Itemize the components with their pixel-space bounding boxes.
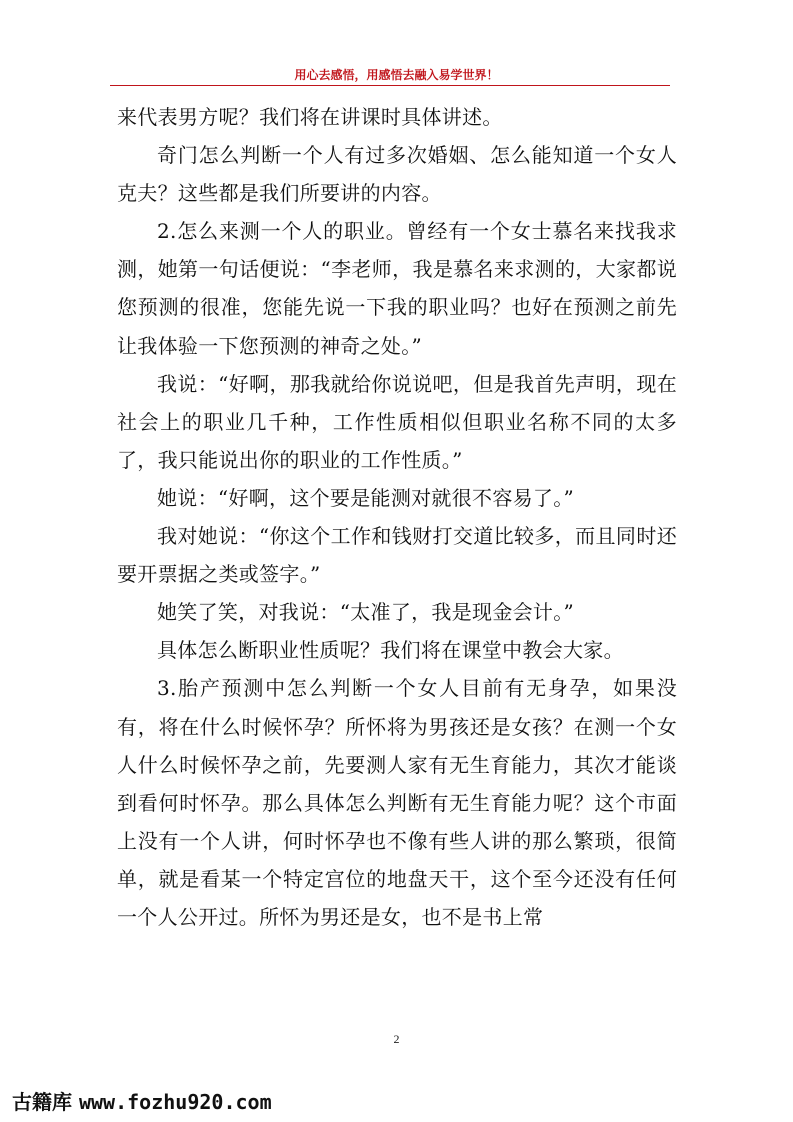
paragraph: 她说：“好啊，这个要是能测对就很不容易了。” xyxy=(157,485,575,510)
paragraph: 我对她说：“你这个工作和钱财打交道比较多，而且同时还要开票据之类或签字。” xyxy=(117,524,677,587)
paragraph: 她笑了笑，对我说：“太准了，我是现金会计。” xyxy=(157,600,575,625)
footer-watermark xyxy=(12,1086,272,1115)
paragraph: 3.胎产预测中怎么判断一个女人目前有无身孕，如果没有，将在什么时候怀孕？所怀将为男孩还是女孩？在测一个女人什么时候怀孕之前，先要测人家有无生育能力，其次才能谈到看何时怀孕。那么具体怎么判断有无生育能力呢？这个市面上没有一个人讲，何时怀孕也不像有些人讲的那么繁琐，很简单，就是看某一个特定宫位的地盘天干，这个至今还没有任何一个人公开过。所怀为男还是女，也不是书上常 xyxy=(117,676,677,929)
header-divider xyxy=(110,85,670,86)
paragraph: 我说：“好啊，那我就给你说说吧，但是我首先声明，现在社会上的职业几千种，工作性质相似但职业名称不同的太多了，我只能说出你的职业的工作性质。” xyxy=(117,371,677,472)
paragraph-continuation: 来代表男方呢？我们将在讲课时具体讲述。 xyxy=(117,105,503,129)
paragraph: 奇门怎么判断一个人有过多次婚姻、怎么能知道一个女人克夫？这些都是我们所要讲的内容。 xyxy=(117,143,677,206)
page-number: 2 xyxy=(393,1032,400,1046)
footer-brand-name: 古籍库 xyxy=(12,1090,72,1114)
document-body xyxy=(117,98,677,936)
paragraph: 2.怎么来测一个人的职业。曾经有一个女士慕名来找我求测，她第一句话便说：“李老师，我是慕名来求测的，大家都说您预测的很准，您能先说一下我的职业吗？也好在预测之前先让我体验一下您预测的神奇之处。” xyxy=(117,219,677,358)
footer-domain: www.fozhu920.com xyxy=(78,1090,272,1114)
paragraph: 具体怎么断职业性质呢？我们将在课堂中教会大家。 xyxy=(157,638,624,663)
header-slogan: 用心去感悟，用感悟去融入易学世界！ xyxy=(294,68,499,82)
